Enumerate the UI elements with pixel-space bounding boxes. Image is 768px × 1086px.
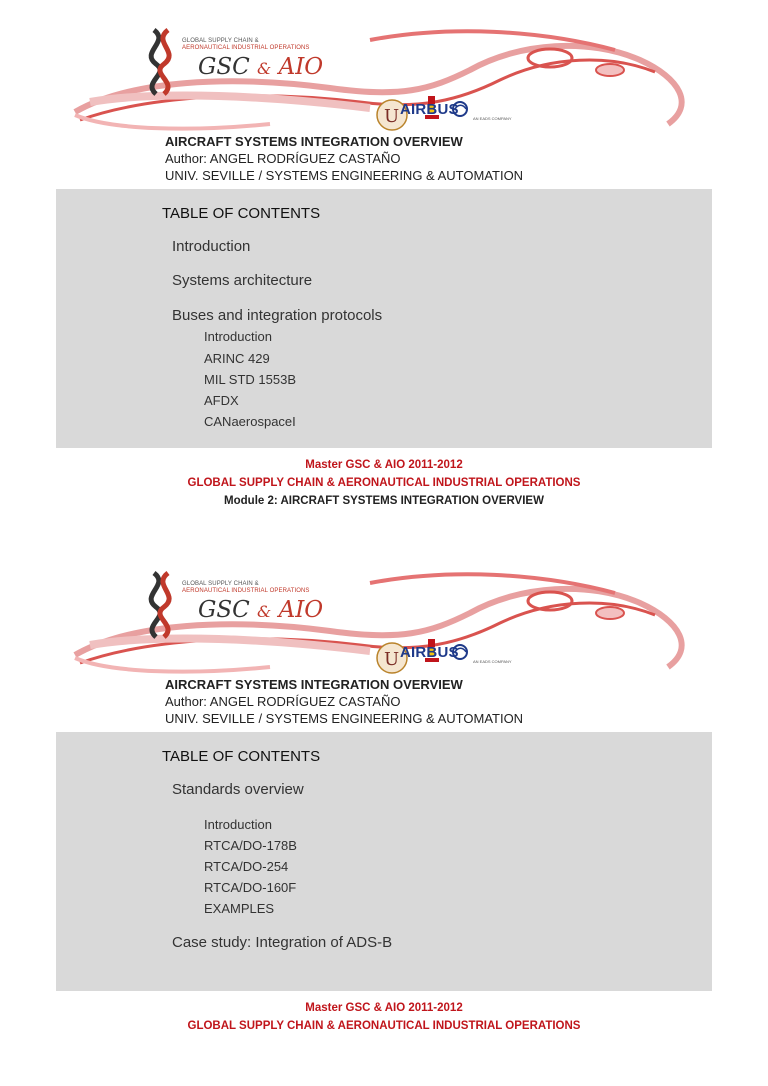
toc-subitem: RTCA/DO-160F (204, 880, 297, 895)
table-of-contents-box (56, 732, 712, 991)
airbus-subtitle: AN EADS COMPANY (473, 116, 512, 121)
header-banner (70, 20, 710, 140)
toc-item: Case study: Integration of ADS-B (172, 934, 393, 951)
logo-line-1: GLOBAL SUPPLY CHAIN & (182, 38, 259, 44)
slide-header (165, 676, 523, 727)
header-banner (70, 563, 710, 683)
logo-wordmark (198, 597, 323, 623)
svg-text:U: U (384, 649, 400, 670)
author-line: Author: ANGEL RODRÍGUEZ CASTAÑO (165, 694, 401, 709)
logo-line-1: GLOBAL SUPPLY CHAIN & (182, 581, 259, 587)
toc-item: Standards overview (172, 781, 304, 798)
airbus-wordmark: AIRBUS (400, 100, 459, 118)
partner-logos (400, 94, 459, 124)
toc-item: Buses and integration protocols (172, 307, 383, 324)
toc-subitem: RTCA/DO-178B (204, 838, 297, 853)
logo-gsc: GSC (198, 597, 250, 623)
footer-master: Master GSC & AIO 2011-2012 (305, 1002, 463, 1014)
svg-text:U: U (384, 106, 400, 127)
logo-amp: & (257, 602, 272, 621)
affiliation-line: UNIV. SEVILLE / SYSTEMS ENGINEERING & AUTOMATION (165, 168, 524, 183)
slide-footer (0, 456, 768, 510)
logo-wordmark (198, 54, 323, 80)
partner-logos (400, 637, 459, 667)
logo-amp: & (257, 59, 272, 78)
swoosh-graphic (70, 563, 710, 683)
toc-item: Systems architecture (172, 272, 313, 289)
logo-aio: AIO (278, 597, 324, 623)
airbus-subtitle: AN EADS COMPANY (473, 659, 512, 664)
author-line: Author: ANGEL RODRÍGUEZ CASTAÑO (165, 151, 401, 166)
affiliation-line: UNIV. SEVILLE / SYSTEMS ENGINEERING & AUTOMATION (165, 711, 524, 726)
toc-subitem: EXAMPLES (204, 901, 275, 916)
logo-line-2: AERONAUTICAL INDUSTRIAL OPERATIONS (182, 588, 310, 594)
logo-line-2: AERONAUTICAL INDUSTRIAL OPERATIONS (182, 45, 310, 51)
toc-subitem: Introduction (204, 817, 272, 832)
slide-2 (0, 543, 768, 1086)
logo-gsc: GSC (198, 54, 250, 80)
toc-title: TABLE OF CONTENTS (162, 205, 321, 222)
footer-program: GLOBAL SUPPLY CHAIN & AERONAUTICAL INDUSTRIAL OPERATIONS (187, 1020, 581, 1032)
toc-item: Introduction (172, 238, 251, 255)
toc-subitem: AFDX (204, 393, 239, 408)
table-of-contents-box (56, 189, 712, 448)
toc-subitem: RTCA/DO-254 (204, 859, 289, 874)
toc-title: TABLE OF CONTENTS (162, 748, 321, 765)
toc-subitem: ARINC 429 (204, 351, 270, 366)
swoosh-graphic (70, 20, 710, 140)
logo-aio: AIO (278, 54, 324, 80)
slide-header (165, 133, 523, 184)
footer-program: GLOBAL SUPPLY CHAIN & AERONAUTICAL INDUSTRIAL OPERATIONS (187, 477, 581, 489)
toc-subitem: Introduction (204, 329, 272, 344)
footer-module: Module 2: AIRCRAFT SYSTEMS INTEGRATION OVERVIEW (224, 495, 544, 507)
presentation-title: AIRCRAFT SYSTEMS INTEGRATION OVERVIEW (165, 677, 463, 692)
toc-subitem: CANaerospaceI (204, 414, 296, 429)
toc-subitem: MIL STD 1553B (204, 372, 297, 387)
presentation-title: AIRCRAFT SYSTEMS INTEGRATION OVERVIEW (165, 134, 463, 149)
slide-footer (0, 999, 768, 1035)
airbus-wordmark: AIRBUS (400, 643, 459, 661)
footer-master: Master GSC & AIO 2011-2012 (305, 459, 463, 471)
